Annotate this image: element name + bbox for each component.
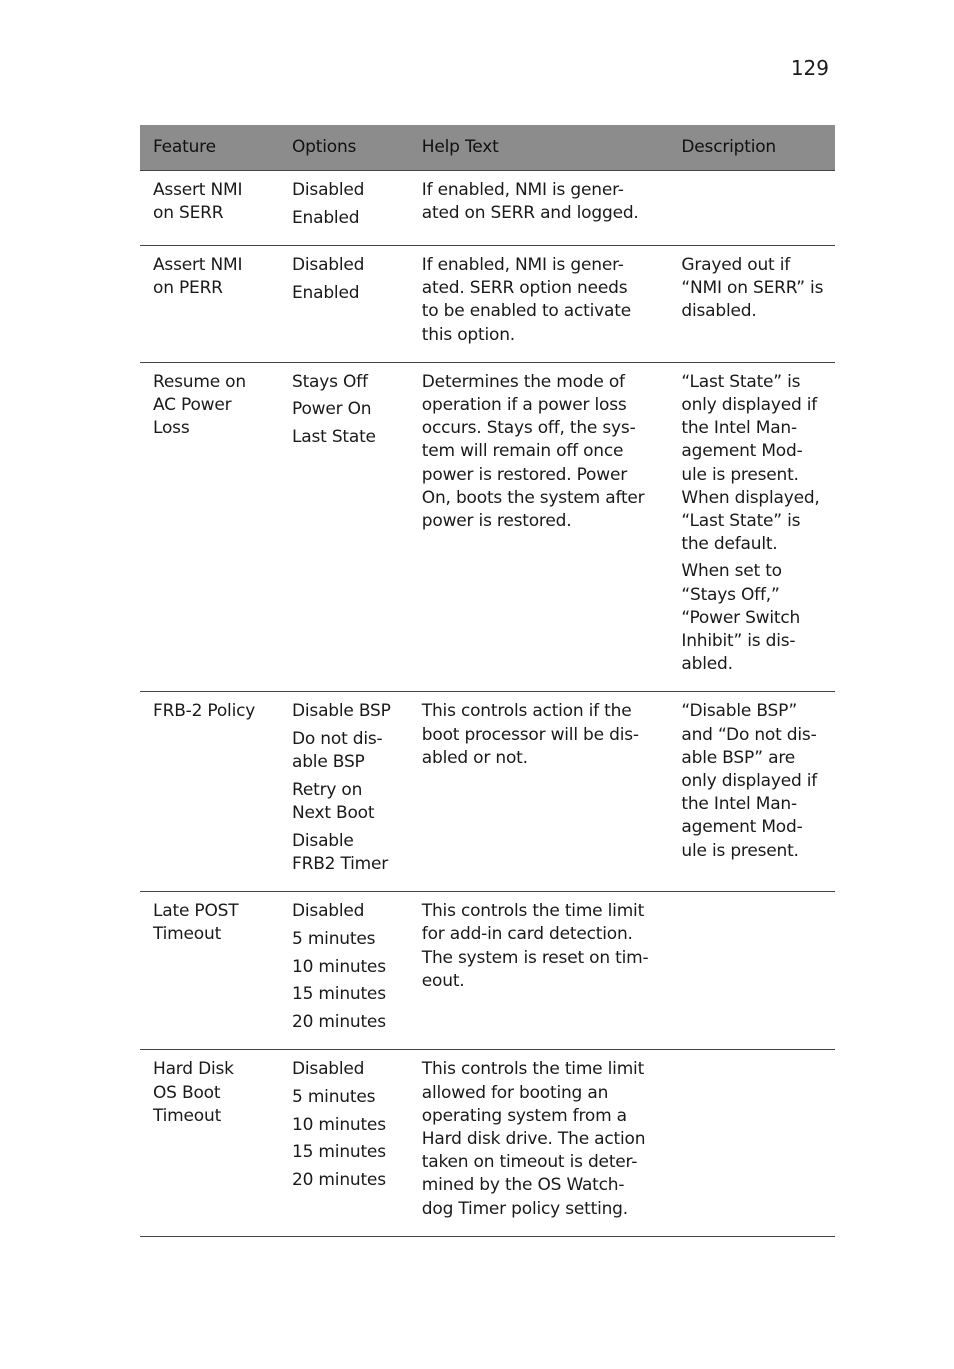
description-text: disabled. [681, 301, 757, 322]
feature-text: Hard Disk [153, 1059, 234, 1080]
option-item [292, 956, 401, 979]
option-item [292, 371, 401, 394]
help-text: eout. [421, 970, 465, 991]
options-cell [279, 692, 409, 892]
description-text: “Power Switch [681, 607, 801, 628]
description-cell [668, 245, 835, 362]
description-text: “Last State” is [681, 510, 801, 531]
feature-cell [140, 692, 279, 892]
help-text: abled or not. [421, 747, 528, 768]
description-text: “Stays Off,” [681, 584, 780, 605]
option-item [292, 728, 401, 774]
feature-text: AC Power [153, 394, 232, 415]
table-row [140, 1050, 835, 1236]
option-text: 10 minutes [292, 956, 386, 977]
option-text: Stays Off [292, 371, 368, 392]
help-text: power is restored. [421, 510, 572, 531]
description-text: When displayed, [681, 487, 820, 508]
description-paragraph [681, 560, 827, 676]
description-text: only displayed if [681, 770, 818, 791]
help-text: tem will remain off once [421, 441, 624, 462]
description-cell [668, 362, 835, 692]
option-text: 5 minutes [292, 928, 376, 949]
help-text: Determines the mode of [421, 371, 625, 392]
help-text: dog Timer policy setting. [421, 1198, 628, 1219]
option-item [292, 426, 401, 449]
help-text: occurs. Stays off, the sys- [421, 418, 636, 439]
option-text: Disabled [292, 180, 365, 200]
help-text: mined by the OS Watch- [421, 1175, 625, 1196]
feature-text: Resume on [153, 371, 246, 392]
table-row [140, 362, 835, 692]
option-text: 5 minutes [292, 1087, 376, 1107]
description-cell [668, 171, 835, 246]
help-text: this option. [421, 324, 515, 345]
feature-text: Loss [153, 418, 190, 439]
options-cell [279, 892, 409, 1050]
options-cell [279, 171, 409, 246]
feature-text: Assert NMI [153, 254, 243, 275]
description-paragraph [681, 371, 827, 557]
table-header-row [140, 125, 835, 171]
help-text: Hard disk drive. The action [421, 1128, 646, 1149]
description-text: ule is present. [681, 840, 799, 861]
option-text: 20 minutes [292, 1170, 386, 1191]
description-text: Grayed out if [681, 254, 791, 275]
help-text: This controls the time limit [421, 901, 645, 922]
option-text: 15 minutes [292, 1142, 386, 1163]
feature-text: Timeout [153, 924, 222, 945]
option-item [292, 928, 401, 951]
option-item [292, 398, 401, 421]
feature-cell [140, 892, 279, 1050]
option-text: Next Boot [292, 803, 375, 824]
option-text: Enabled [292, 282, 360, 303]
option-text: Do not dis- [292, 729, 383, 750]
option-text: Enabled [292, 207, 360, 228]
option-item [292, 983, 401, 1006]
option-item [292, 1169, 401, 1192]
feature-text: FRB-2 Policy [153, 701, 256, 722]
option-text: Last State [292, 427, 376, 448]
help-text: If enabled, NMI is gener- [421, 180, 624, 200]
option-text: 20 minutes [292, 1012, 386, 1033]
table-row [140, 892, 835, 1050]
option-item [292, 900, 401, 923]
description-text: abled. [681, 654, 733, 675]
option-text: Disable BSP [292, 701, 391, 722]
option-item [292, 700, 401, 723]
feature-text: on PERR [153, 278, 223, 299]
feature-text: Assert NMI [153, 180, 243, 200]
help-text: to be enabled to activate [421, 301, 631, 322]
description-text: “Last State” is [681, 371, 801, 392]
help-text-cell [409, 692, 669, 892]
description-text: and “Do not dis- [681, 724, 817, 745]
description-text: When set to [681, 561, 782, 582]
option-text: FRB2 Timer [292, 854, 389, 875]
option-item [292, 282, 401, 305]
help-text-cell [409, 1050, 669, 1236]
help-text: ated on SERR and logged. [421, 203, 639, 224]
help-text: allowed for booting an [421, 1082, 609, 1103]
help-text-cell [409, 171, 669, 246]
options-cell [279, 362, 409, 692]
feature-cell [140, 245, 279, 362]
option-item [292, 1011, 401, 1034]
option-text: Disabled [292, 901, 365, 922]
feature-cell [140, 362, 279, 692]
option-item [292, 830, 401, 876]
description-paragraph [681, 254, 827, 324]
option-text: able BSP [292, 752, 365, 773]
description-cell [668, 692, 835, 892]
feature-cell [140, 1050, 279, 1236]
option-text: 15 minutes [292, 984, 386, 1005]
header-feature: Feature [140, 125, 279, 171]
options-cell [279, 1050, 409, 1236]
option-item [292, 207, 401, 230]
help-text: power is restored. Power [421, 464, 627, 485]
description-text: agement Mod- [681, 441, 803, 462]
table-row [140, 171, 835, 246]
help-text: for add-in card detection. [421, 924, 633, 945]
option-item [292, 254, 401, 277]
help-text: ated. SERR option needs [421, 278, 628, 299]
bios-settings-table [140, 125, 835, 1237]
option-text: Disable [292, 830, 354, 851]
description-text: the Intel Man- [681, 418, 797, 439]
description-cell [668, 1050, 835, 1236]
description-text: only displayed if [681, 394, 818, 415]
feature-text: Timeout [153, 1105, 222, 1126]
option-item [292, 1141, 401, 1164]
description-text: the Intel Man- [681, 794, 797, 815]
description-text: Inhibit” is dis- [681, 630, 796, 651]
help-text: taken on timeout is deter- [421, 1152, 638, 1173]
description-text: “Disable BSP” [681, 701, 798, 722]
description-text: “NMI on SERR” is [681, 278, 824, 299]
option-item [292, 1086, 401, 1109]
description-paragraph [681, 700, 827, 862]
description-text: ule is present. [681, 464, 799, 485]
help-text: On, boots the system after [421, 487, 645, 508]
description-text: agement Mod- [681, 817, 803, 838]
help-text: This controls the time limit [421, 1059, 645, 1080]
feature-text: Late POST [153, 901, 239, 922]
feature-text: on SERR [153, 203, 224, 224]
options-cell [279, 245, 409, 362]
description-text: the default. [681, 534, 778, 555]
option-item [292, 1114, 401, 1137]
header-options: Options [279, 125, 409, 171]
option-text: Retry on [292, 779, 363, 800]
feature-text: OS Boot [153, 1082, 221, 1103]
description-cell [668, 892, 835, 1050]
table-row [140, 245, 835, 362]
feature-cell [140, 171, 279, 246]
help-text: boot processor will be dis- [421, 724, 639, 745]
option-item [292, 1058, 401, 1081]
help-text: If enabled, NMI is gener- [421, 254, 624, 275]
option-item [292, 179, 401, 202]
description-text: able BSP” are [681, 747, 796, 768]
help-text-cell [409, 245, 669, 362]
option-text: Power On [292, 399, 372, 420]
help-text: The system is reset on tim- [421, 947, 649, 968]
header-description: Description [668, 125, 835, 171]
help-text: operating system from a [421, 1105, 627, 1126]
help-text-cell [409, 892, 669, 1050]
option-item [292, 779, 401, 825]
option-text: Disabled [292, 1059, 365, 1080]
table-row [140, 692, 835, 892]
header-help-text: Help Text [409, 125, 669, 171]
help-text: operation if a power loss [421, 394, 627, 415]
option-text: 10 minutes [292, 1114, 386, 1135]
help-text: This controls action if the [421, 701, 632, 722]
help-text-cell [409, 362, 669, 692]
option-text: Disabled [292, 254, 365, 275]
page-number: 129 [790, 56, 829, 80]
